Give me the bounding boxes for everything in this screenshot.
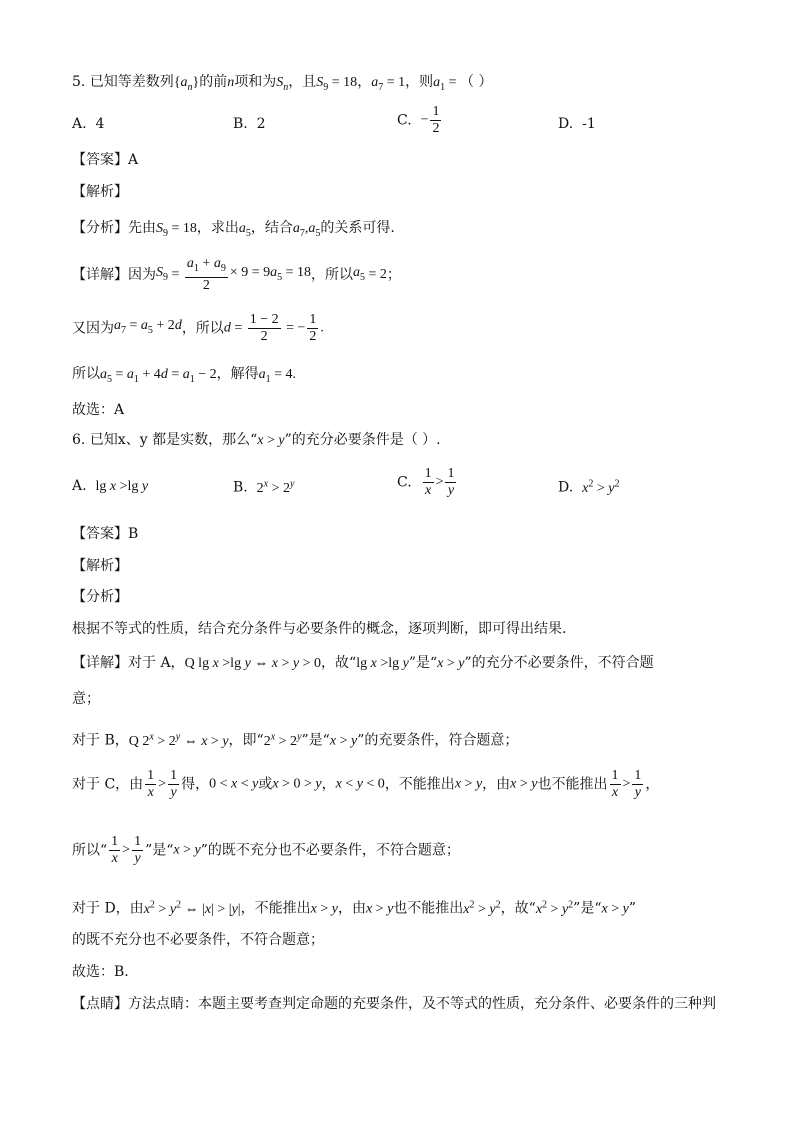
q5-option-b: B. 2: [233, 116, 266, 132]
q6-xiangjie-d2: 的既不充分也不必要条件，不符合题意；: [72, 932, 324, 948]
q6-analysis-label: 【解析】: [72, 558, 128, 574]
q6-answer: 【答案】B: [72, 526, 139, 542]
q6-xiangjie-b: 对于 B，Q $2^x > 2^y$ ⇔ x > y，即“$2^x > 2^y$”是“x > y”的充要条件，符合题意；: [72, 731, 519, 749]
sequence-braces: $\{a_n\}$: [173, 75, 200, 93]
q5-fenxi: 【分析】先由$S_9 = 18$，求出$a_5$，结合$a_7,a_5$的关系可得.: [72, 220, 395, 239]
q6-dianjing: 【点睛】方法点睛：本题主要考查判定命题的充要条件，及不等式的性质，充分条件、必要条件的三种判: [72, 996, 716, 1012]
q5-xiangjie-line2: 又因为$a_7 = a_5 + 2d$，所以d = $\frac{1 - 2}{2}$ = − $\frac{1}{2}$ .: [72, 312, 324, 344]
q6-fenxi-label: 【分析】: [72, 589, 128, 605]
q6-option-a: A. lg x >lg y: [72, 478, 149, 494]
q6-xiangjie-c: 对于 C，由 $\frac{1}{x}$ > $\frac{1}{y}$ 得，0 < x < y或x > 0 > y，x < y < 0，不能推出x > y，由x > y也不能推出 $\frac{1}{x}$ > $\frac{1}{y}$ ，: [72, 768, 660, 800]
q5-stem: 5. 已知等差数列$\{a_n\}$的前n项和为$S_n$，且$S_9 = 18$，$a_7 = 1$，则$a_1$ = （ ）: [72, 74, 493, 93]
q6-fenxi-text: 根据不等式的性质，结合充分条件与必要条件的概念，逐项判断，即可得出结果.: [72, 621, 567, 637]
q5-choose: 故选：A: [72, 402, 125, 418]
q6-stem: 6. 已知x、y 都是实数，那么“x > y”的充分必要条件是（ ）.: [72, 432, 441, 448]
q5-xiangjie-line3: 所以$a_5 = a_1 + 4d = a_1 - 2$，解得$a_1 = 4$.: [72, 366, 297, 385]
q5-option-d: D. -1: [558, 116, 596, 132]
q6-xiangjie-c2: 所以“ $\frac{1}{x}$ > $\frac{1}{y}$ ”是“x > y”的既不充分也不必要条件，不符合题意；: [72, 834, 460, 866]
q5-number: 5.: [72, 74, 86, 90]
q5-option-c: C. − $\frac{1}{2}$: [397, 104, 440, 136]
q5-xiangjie-line1: 【详解】因为$S_9$ = $\frac{a_1 + a_9}{2}$ × $9 = 9a_5 = 18$，所以$a_5 = 2$；: [72, 256, 401, 293]
q6-option-d: D. $x^2 > y^2$: [558, 478, 620, 496]
q5-option-a: A. 4: [72, 116, 105, 132]
q6-xiangjie-a: 【详解】对于 A，Q lg x >lg y ⇔ x > y > 0，故“lg x >lg y”是“x > y”的充分不必要条件，不符合题: [72, 655, 654, 671]
q6-choose: 故选：B.: [72, 964, 129, 980]
q5-analysis-label: 【解析】: [72, 184, 128, 200]
q6-xiangjie-d: 对于 D，由$x^2 > y^2$ ⇔ |x| > |y|，不能推出x > y，由x > y也不能推出$x^2 > y^2$，故“$x^2 > y^2$”是“x > y”: [72, 899, 636, 917]
q6-number: 6.: [72, 432, 86, 448]
q6-xiangjie-a2: 意；: [72, 691, 100, 707]
q6-option-c: C. $\frac{1}{x}$ > $\frac{1}{y}$: [397, 466, 455, 498]
q6-option-b: B. $2^x > 2^y$: [233, 478, 295, 496]
q5-answer: 【答案】A: [72, 152, 139, 168]
